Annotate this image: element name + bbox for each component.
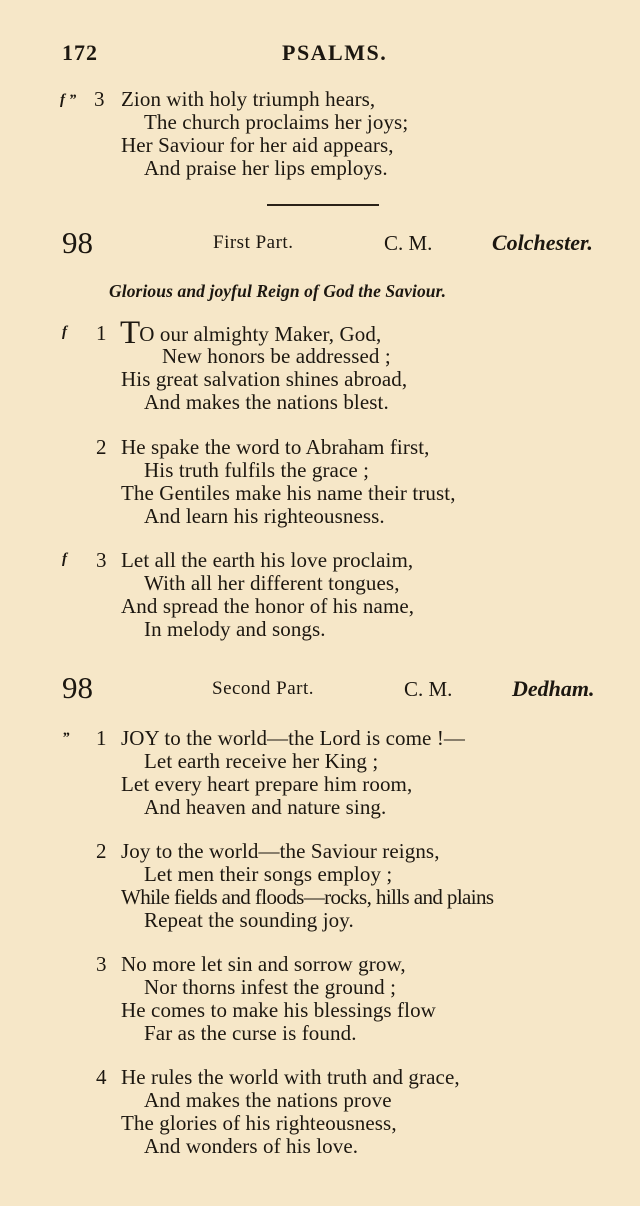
verse-line: No more let sin and sorrow grow,: [121, 952, 406, 976]
tune-name: Colchester.: [492, 230, 593, 255]
verse-line: He spake the word to Abraham first,: [121, 435, 430, 459]
meter: C. M.: [384, 231, 433, 255]
verse-line: In melody and songs.: [144, 617, 326, 641]
section-divider: [267, 204, 379, 206]
verse-number: 4: [96, 1065, 107, 1089]
verse-line-rest: O our almighty Maker, God,: [139, 322, 382, 346]
verse-line: He comes to make his blessings flow: [121, 998, 436, 1022]
verse-line: He rules the world with truth and grace,: [121, 1065, 460, 1089]
verse-line: Let every heart prepare him room,: [121, 772, 413, 796]
hymn-number: 98: [62, 670, 93, 705]
verse-line: New honors be addressed ;: [162, 344, 391, 368]
verse-line: The Gentiles make his name their trust,: [121, 481, 456, 505]
verse-line: Let all the earth his love proclaim,: [121, 548, 414, 572]
verse-number: 3: [96, 548, 107, 572]
part-label: Second Part.: [212, 678, 315, 699]
verse-line: The glories of his righteousness,: [121, 1111, 397, 1135]
dynamic-mark: ”: [62, 730, 70, 746]
verse-line: Zion with holy triumph hears,: [121, 87, 376, 111]
verse-number: 2: [96, 839, 107, 863]
verse-line: JOY to the world—the Lord is come !—: [121, 726, 466, 750]
verse-line: Repeat the sounding joy.: [144, 908, 354, 932]
verse-line: And spread the honor of his name,: [121, 594, 415, 618]
verse-line: Nor thorns infest the ground ;: [144, 975, 397, 999]
verse-line: His great salvation shines abroad,: [121, 367, 408, 391]
meter: C. M.: [404, 677, 453, 701]
verse-line: Far as the curse is found.: [144, 1021, 357, 1045]
verse-number: 2: [96, 435, 107, 459]
verse-line: With all her different tongues,: [144, 571, 400, 595]
verse-line: [120, 315, 382, 351]
verse-line: The church proclaims her joys;: [144, 110, 409, 134]
dynamic-mark: f ”: [60, 92, 77, 108]
drop-cap: T: [120, 315, 141, 351]
verse-line: Her Saviour for her aid appears,: [121, 133, 394, 157]
hymn-subtitle: Glorious and joyful Reign of God the Saviour.: [109, 281, 447, 301]
verse-line: Let earth receive her King ;: [144, 749, 379, 773]
verse-number: 1: [96, 321, 107, 345]
verse-line: Let men their songs employ ;: [144, 862, 393, 886]
verse-line: And praise her lips employs.: [144, 156, 388, 180]
dynamic-mark: f: [62, 324, 67, 340]
page-number: 172: [62, 40, 98, 65]
verse-line: And learn his righteousness.: [144, 504, 385, 528]
verse-line: And heaven and nature sing.: [144, 795, 387, 819]
verse-line: His truth fulfils the grace ;: [144, 458, 370, 482]
part-label: First Part.: [213, 232, 294, 253]
verse-number: 3: [94, 87, 105, 111]
hymn-number: 98: [62, 225, 93, 260]
verse-number: 1: [96, 726, 107, 750]
verse-line: And makes the nations blest.: [144, 390, 389, 414]
verse-line: And wonders of his love.: [144, 1134, 359, 1158]
verse-number: 3: [96, 952, 107, 976]
running-title: PSALMS.: [282, 40, 388, 65]
verse-line: And makes the nations prove: [144, 1088, 392, 1112]
tune-name: Dedham.: [512, 676, 595, 701]
dynamic-mark: f: [62, 551, 67, 567]
verse-line: While fields and floods—rocks, hills and plains: [121, 885, 494, 909]
verse-line: Joy to the world—the Saviour reigns,: [121, 839, 440, 863]
